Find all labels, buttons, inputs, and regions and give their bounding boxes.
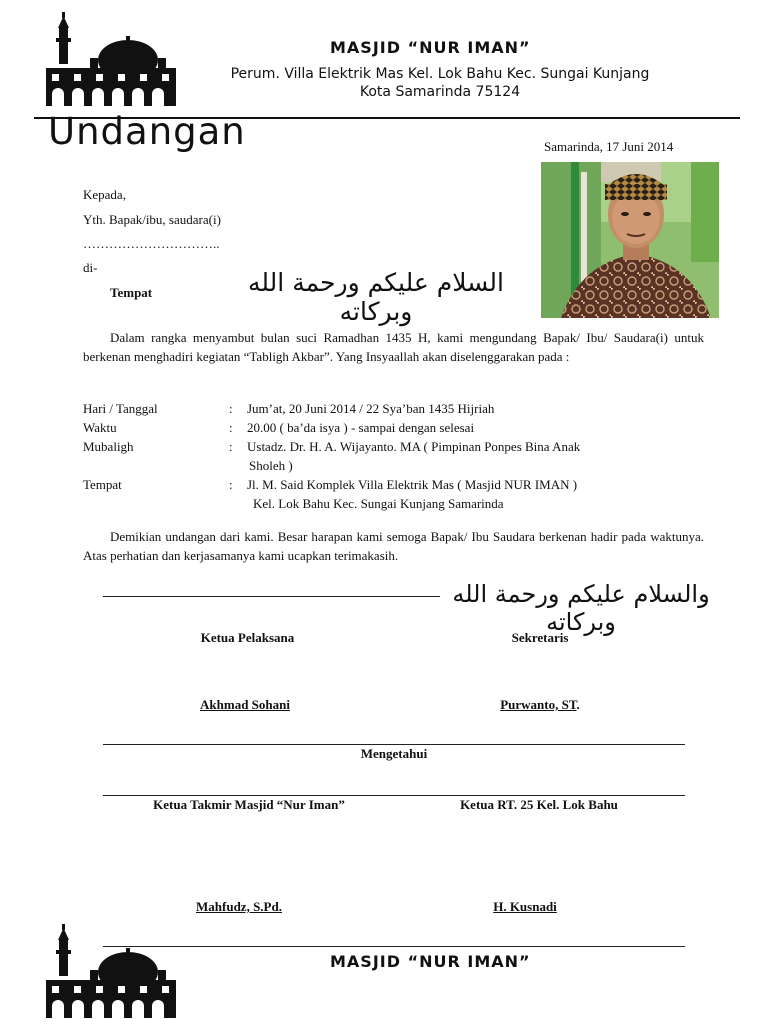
rt-name [455,899,595,915]
event-details [83,399,704,513]
detail-label: Mubaligh [83,439,134,454]
address [190,65,690,101]
footer-masjid-name: MASJID “NUR IMAN” [330,952,531,971]
detail-colon: : [229,439,233,454]
address-line-2: Kota Samarinda 75124 [359,84,521,100]
sekretaris-title: Sekretaris [511,630,569,645]
rt-title: Ketua RT. 25 Kel. Lok Bahu [460,797,618,812]
detail-label: Tempat [83,477,122,492]
detail-value: Ustadz. Dr. H. A. Wijayanto. MA ( Pimpinan Ponpes Bina Anak [247,439,581,454]
sekretaris-name [455,697,625,713]
document-title: Undangan [48,110,246,153]
detail-value: Jum’at, 20 Juni 2014 / 22 Sya’ban 1435 Hijriah [247,401,495,416]
recipient-dots: ………………………….. [83,236,220,251]
footer-mosque-logo-icon [44,922,178,1018]
closing-paragraph: Demikian undangan dari kami. Besar harapan kami semoga Bapak/ Ibu Saudara berkenan hadir pada waktunya. Atas perhatian dan kerjasamanya kami ucapkan terimakasih. [83,529,704,563]
ketua-name-text: Akhmad Sohani [200,697,290,712]
masjid-name: MASJID “NUR IMAN” [330,38,531,57]
footer-divider [103,946,685,947]
detail-row [83,475,704,513]
signature-divider-3 [103,795,685,796]
detail-value-cont: Kel. Lok Bahu Kec. Sungai Kunjang Samarinda [253,496,504,511]
recipient-kepada: Kepada, [83,187,126,202]
detail-value-cont: Sholeh ) [249,458,293,473]
detail-colon: : [229,477,233,492]
detail-row [83,437,704,475]
detail-value: Jl. M. Said Komplek Villa Elektrik Mas ( Masjid NUR IMAN ) [247,477,578,492]
closing-arabic: والسلام عليكم ورحمة الله وبركاته [440,580,722,636]
detail-label: Hari / Tanggal [83,401,158,416]
takmir-title: Ketua Takmir Masjid “Nur Iman” [153,797,345,812]
speaker-photo [541,162,719,318]
detail-row [83,399,704,418]
detail-row [83,418,704,437]
greeting-arabic: السلام عليكم ورحمة الله وبركاته [248,268,504,326]
sekretaris-name-text: Purwanto, ST [500,697,577,712]
recipient-di: di- [83,260,98,275]
address-line-1: Perum. Villa Elektrik Mas Kel. Lok Bahu Kec. Sungai Kunjang [230,66,650,82]
ketua-pelaksana-title: Ketua Pelaksana [200,630,295,645]
takmir-name-text: Mahfudz, S.Pd. [196,899,282,914]
ketua-pelaksana-name [140,697,350,713]
recipient-yth: Yth. Bapak/ibu, saudara(i) [83,212,221,227]
detail-label: Waktu [83,420,117,435]
detail-value: 20.00 ( ba’da isya ) - sampai dengan selesai [247,420,475,435]
recipient-tempat: Tempat [110,285,153,300]
takmir-name [140,899,338,915]
detail-colon: : [229,401,233,416]
signature-divider-2 [103,744,685,745]
mosque-logo-icon [44,10,178,106]
detail-colon: : [229,420,233,435]
rt-name-text: H. Kusnadi [493,899,557,914]
sekretaris-dot: . [576,697,580,712]
mengetahui-label: Mengetahui [360,746,428,761]
intro-paragraph: Dalam rangka menyambut bulan suci Ramadhan 1435 H, kami mengundang Bapak/ Ibu/ Saudara(i) untuk berkenan menghadiri kegiatan “Tabligh Akbar”. Yang Insyaallah akan diselenggarakan pada : [83,330,704,364]
letter-date: Samarinda, 17 Juni 2014 [544,139,674,154]
